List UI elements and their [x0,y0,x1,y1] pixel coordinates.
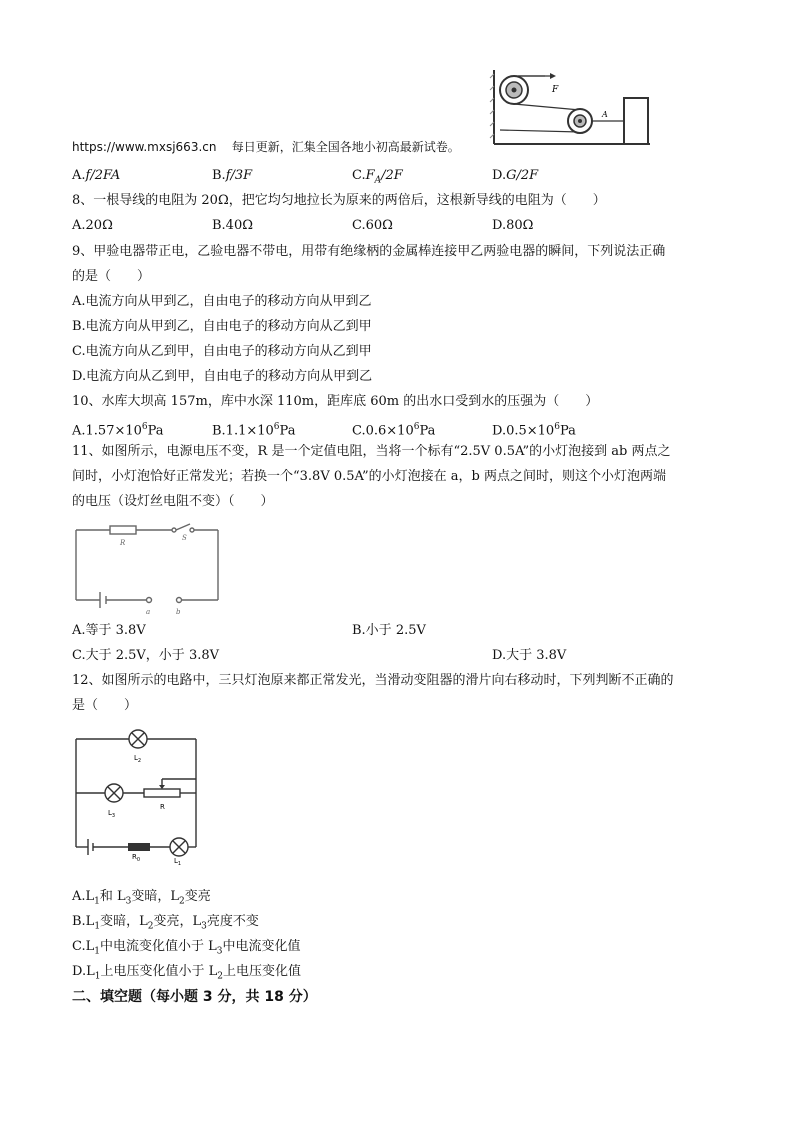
q11-option-a: A.等于 3.8V [72,623,146,638]
header-line [72,139,460,155]
q10-stem: 10、水库大坝高 157m，库中水深 110m，距库底 60m 的出水口受到水的压强为（ ） [72,394,599,409]
q8-option-a: A.20Ω [72,218,113,233]
q12-label-l1: $L_1$ [174,857,182,867]
section-2-title: 二、填空题（每小题 3 分，共 18 分） [72,989,317,1005]
q11-stem-2: 间时，小灯泡恰好正常发光；若换一个“3.8V 0.5A”的小灯泡接在 a，b 两点之间时，则这个小灯泡两端 [72,469,666,484]
q12-label-r: R [160,803,165,811]
q9-stem-1: 9、甲验电器带正电，乙验电器不带电，用带有绝缘柄的金属棒连接甲乙两验电器的瞬间，下列说法正确 [72,244,666,259]
q12-label-l3: $L_3$ [108,809,116,819]
q12-option-c: $C.L_1$中电流变化值小于 $L_3$中电流变化值 [72,939,301,957]
label-f: F [552,85,559,95]
q8-option-c: C.60Ω [352,218,393,233]
site-url[interactable]: https://www.mxsj663.cn [72,140,217,154]
q11-option-b: B.小于 2.5V [352,623,426,638]
q9-stem-2: 的是（ ） [72,269,151,284]
q11-option-c: C.大于 2.5V，小于 3.8V [72,648,220,663]
q10-option-b: $B.1.1\times 10^6Pa$ [212,422,296,439]
q7-option-a: A.f/2FA [72,168,121,183]
q9-option-b: B.电流方向从甲到乙，自由电子的移动方向从乙到甲 [72,319,372,334]
q12-option-b: $B.L_1$变暗，$L_2$变亮，$L_3$亮度不变 [72,914,259,932]
q10-option-c: $C.0.6\times 10^6Pa$ [352,422,436,439]
q8-option-b: B.40Ω [212,218,254,233]
q12-label-l2: $L_2$ [134,754,142,764]
q11-label-r: R [120,539,126,547]
q8-option-d: D.80Ω [492,218,534,233]
q11-label-s: S [182,534,187,542]
q7-option-d: D.G/2F [492,168,539,183]
q8-stem: 8、一根导线的电阻为 20Ω，把它均匀地拉长为原来的两倍后，这根新导线的电阻为（ ） [72,193,606,208]
q11-label-b: b [176,608,181,616]
q9-option-d: D.电流方向从乙到甲，自由电子的移动方向从甲到乙 [72,369,373,384]
q12-option-d: $D.L_1$上电压变化值小于 $L_2$上电压变化值 [72,964,301,982]
q7-option-b: B.f/3F [212,168,253,183]
q12-stem-1: 12、如图所示的电路中，三只灯泡原来都正常发光，当滑动变阻器的滑片向右移动时，下列判断不正确的 [72,673,674,688]
q12-stem-2: 是（ ） [72,698,138,713]
q11-label-a: a [146,608,151,616]
q11-circuit-figure [72,518,222,618]
q11-option-d: D.大于 3.8V [492,648,567,663]
q9-option-a: A.电流方向从甲到乙，自由电子的移动方向从甲到乙 [72,294,372,309]
q11-stem-3: 的电压（设灯丝电阻不变）（ ） [72,494,274,509]
q10-option-a: $A.1.57\times 10^6Pa$ [72,422,164,439]
pulley-figure [490,68,650,150]
q12-circuit-figure [72,725,202,867]
q10-option-d: $D.0.5\times 10^6Pa$ [492,422,576,439]
label-a: A [602,110,608,119]
q12-option-a: $A.L_1$和 $L_3$变暗，$L_2$变亮 [72,889,211,907]
q9-option-c: C.电流方向从乙到甲，自由电子的移动方向从乙到甲 [72,344,372,359]
q12-label-r0: $R_0$ [132,853,141,863]
site-slogan: 每日更新，汇集全国各地小初高最新试卷。 [231,140,460,154]
q7-option-c: $C.F_A/2F$ [352,168,403,186]
q11-stem-1: 11、如图所示，电源电压不变，R 是一个定值电阻，当将一个标有“2.5V 0.5A”的小灯泡接到 ab 两点之 [72,444,671,459]
